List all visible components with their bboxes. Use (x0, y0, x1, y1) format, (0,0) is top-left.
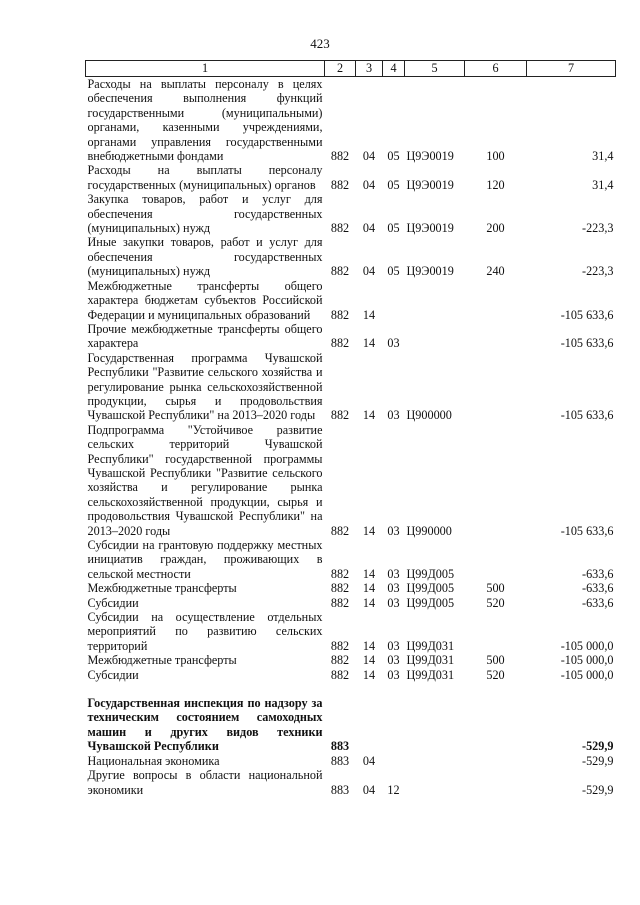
row-code-section: 14 (362, 408, 376, 423)
row-code-expense-type (465, 423, 527, 538)
row-code-section: 14 (362, 566, 376, 581)
header-col-7: 7 (527, 61, 616, 77)
row-code-target: Ц9Э0019 (406, 177, 454, 192)
header-col-2: 2 (325, 61, 356, 77)
row-code-ministry: 882 (330, 581, 350, 596)
row-name-cell: Подпрограмма "Устойчивое развитие сельских территорий Чувашской Республики" государственной программы Чувашской Республики "Развитие сельского хозяйства и регулирование рынка сельскохозяйственной продукции, сырья и продовольствия Чувашской Республики" на 2013–2020 годы (87, 422, 323, 538)
row-code-ministry: 882 (330, 667, 350, 682)
row-code-subsection: 03 (387, 653, 400, 668)
row-code-target (405, 754, 465, 768)
row-code-section (356, 696, 383, 754)
row-code-subsection: 05 (387, 177, 400, 192)
row-code-subsection: 03 (387, 581, 400, 596)
row-code-subsection: 05 (387, 264, 400, 279)
row-name-cell: Межбюджетные трансферты общего характера бюджетам субъектов Российской Федерации и муниципальных образований (87, 278, 323, 322)
row-code-section: 04 (362, 753, 376, 768)
header-col-6: 6 (465, 61, 527, 77)
table-row (86, 423, 616, 538)
row-code-expense-type (465, 322, 527, 351)
row-code-target: Ц99Д005 (406, 566, 455, 581)
row-code-ministry: 882 (330, 336, 350, 351)
row-code-ministry: 883 (330, 753, 350, 768)
row-code-expense-type: 240 (486, 264, 505, 279)
row-code-section: 14 (362, 581, 376, 596)
table-row (86, 279, 616, 322)
row-amount: -105 000,0 (560, 667, 614, 682)
row-code-target: Ц99Д031 (406, 667, 455, 682)
row-name-cell: Закупка товаров, работ и услуг для обеспечения государственных (муниципальных) нужд (87, 192, 323, 236)
row-name-cell: Субсидии на осуществление отдельных мероприятий по развитию сельских территорий (87, 610, 323, 653)
row-code-ministry: 882 (330, 566, 350, 581)
table-body (86, 77, 616, 797)
table-row (86, 768, 616, 797)
row-code-subsection: 03 (387, 523, 400, 538)
row-code-ministry: 882 (330, 653, 350, 668)
row-code-section: 04 (362, 264, 376, 279)
header-col-4: 4 (383, 61, 405, 77)
row-code-section: 04 (362, 221, 376, 236)
row-amount: -105 000,0 (560, 638, 614, 653)
row-code-section: 04 (362, 782, 376, 797)
row-code-subsection: 03 (387, 408, 400, 423)
row-name-cell: Межбюджетные трансферты (87, 653, 237, 668)
row-name-cell: Государственная программа Чувашской Республики "Развитие сельского хозяйства и регулирование рынка сельскохозяйственной продукции, сырья и продовольствия Чувашской Республики" на 2013–2020 годы (87, 350, 323, 423)
row-code-ministry: 882 (330, 221, 350, 236)
row-code-expense-type (465, 754, 527, 768)
row-name-cell: Расходы на выплаты персоналу государственных (муниципальных) органов (87, 163, 323, 192)
row-code-subsection (383, 696, 405, 754)
section-heading-row (86, 696, 616, 754)
row-name-cell: Иные закупки товаров, работ и услуг для обеспечения государственных (муниципальных) нужд (87, 235, 323, 279)
table-row (86, 610, 616, 653)
row-code-target (405, 696, 465, 754)
table-row (86, 538, 616, 581)
row-code-section: 04 (362, 177, 376, 192)
row-code-expense-type (465, 610, 527, 653)
row-code-expense-type (465, 279, 527, 322)
row-code-target: Ц99Д005 (406, 581, 455, 596)
row-code-target: Ц99Д005 (406, 595, 455, 610)
row-name-cell: Государственная инспекция по надзору за техническим состоянием самоходных машин и других видов техники Чувашской Республики (87, 696, 323, 754)
row-code-ministry: 882 (330, 638, 350, 653)
row-code-expense-type (465, 351, 527, 423)
row-amount: -105 633,6 (560, 523, 614, 538)
row-code-target: Ц900000 (406, 408, 452, 423)
row-code-target: Ц99Д031 (406, 638, 455, 653)
table-row (86, 235, 616, 278)
row-code-section: 14 (362, 667, 376, 682)
row-name-cell: Межбюджетные трансферты (87, 581, 237, 596)
row-code-target (405, 279, 465, 322)
row-code-subsection: 03 (387, 566, 400, 581)
row-code-expense-type: 120 (486, 177, 505, 192)
row-amount: -223,3 (582, 221, 614, 236)
row-code-section: 14 (362, 307, 376, 322)
row-code-section: 04 (362, 149, 376, 164)
row-code-subsection (383, 754, 405, 768)
row-code-ministry: 882 (330, 307, 350, 322)
row-code-expense-type (465, 696, 527, 754)
row-code-target: Ц99Д031 (406, 653, 455, 668)
row-amount: -105 633,6 (560, 336, 614, 351)
row-code-expense-type: 100 (486, 149, 505, 164)
row-amount: -105 633,6 (560, 408, 614, 423)
table-row (86, 351, 616, 423)
table-row (86, 163, 616, 192)
row-code-subsection: 03 (387, 336, 400, 351)
table-header (86, 61, 616, 77)
row-code-subsection: 05 (387, 221, 400, 236)
row-amount: -105 633,6 (560, 307, 614, 322)
row-amount: -529,9 (582, 753, 614, 768)
row-code-ministry: 882 (330, 149, 350, 164)
row-name-cell: Субсидии (87, 595, 139, 610)
table-row (86, 581, 616, 595)
row-code-ministry: 883 (330, 739, 350, 754)
row-code-ministry: 882 (330, 523, 350, 538)
row-name-cell: Прочие межбюджетные трансферты общего характера (87, 321, 323, 351)
table-row (86, 322, 616, 351)
row-code-target (405, 768, 465, 797)
row-amount: 31,4 (592, 177, 614, 192)
table-row (86, 754, 616, 768)
table-row (86, 653, 616, 667)
table-row (86, 596, 616, 610)
row-name-cell: Национальная экономика (87, 753, 220, 768)
budget-table (85, 60, 616, 797)
row-name-cell: Субсидии (87, 667, 139, 682)
row-code-ministry: 882 (330, 408, 350, 423)
header-row (86, 61, 616, 77)
row-code-subsection: 03 (387, 638, 400, 653)
row-code-subsection: 03 (387, 667, 400, 682)
row-code-section: 14 (362, 638, 376, 653)
row-amount: -105 000,0 (560, 653, 614, 668)
row-code-section: 14 (362, 653, 376, 668)
row-code-section: 14 (362, 595, 376, 610)
row-code-section: 14 (362, 336, 376, 351)
page-number: 423 (310, 36, 330, 51)
row-amount: -529,9 (582, 739, 614, 754)
row-amount: -633,6 (582, 595, 614, 610)
row-code-ministry: 882 (330, 264, 350, 279)
row-amount: 31,4 (592, 149, 614, 164)
row-code-subsection: 05 (387, 149, 400, 164)
row-code-expense-type: 500 (486, 581, 505, 596)
row-code-expense-type: 520 (486, 667, 505, 682)
row-name-cell: Субсидии на грантовую поддержку местных инициатив граждан, проживающих в сельской местности (87, 538, 323, 581)
row-code-target: Ц9Э0019 (406, 221, 454, 236)
row-code-expense-type (465, 538, 527, 581)
row-name-cell: Расходы на выплаты персоналу в целях обеспечения выполнения функций государственными (муниципальными) органами, казенными учреждениями, органами управления государственными внебюджетными фондами (87, 77, 323, 164)
row-code-expense-type: 520 (486, 595, 505, 610)
header-col-1: 1 (86, 61, 325, 77)
row-amount: -223,3 (582, 264, 614, 279)
row-amount: -633,6 (582, 581, 614, 596)
row-code-target: Ц990000 (406, 523, 452, 538)
row-code-expense-type: 200 (486, 221, 505, 236)
row-code-subsection: 03 (387, 595, 400, 610)
spacer-row (86, 682, 616, 696)
row-code-ministry: 882 (330, 177, 350, 192)
row-code-section: 14 (362, 523, 376, 538)
row-code-expense-type: 500 (486, 653, 505, 668)
row-code-subsection (383, 279, 405, 322)
table-row (86, 192, 616, 235)
table-row (86, 668, 616, 682)
table-row (86, 77, 616, 164)
row-code-target: Ц9Э0019 (406, 264, 454, 279)
row-code-expense-type (465, 768, 527, 797)
row-amount: -633,6 (582, 566, 614, 581)
row-code-ministry: 882 (330, 595, 350, 610)
row-code-target: Ц9Э0019 (406, 149, 454, 164)
header-col-3: 3 (356, 61, 383, 77)
row-code-subsection: 12 (387, 782, 400, 797)
row-code-ministry: 883 (330, 782, 350, 797)
row-amount: -529,9 (582, 782, 614, 797)
row-code-target (405, 322, 465, 351)
row-name-cell: Другие вопросы в области национальной экономики (87, 768, 323, 797)
header-col-5: 5 (405, 61, 465, 77)
